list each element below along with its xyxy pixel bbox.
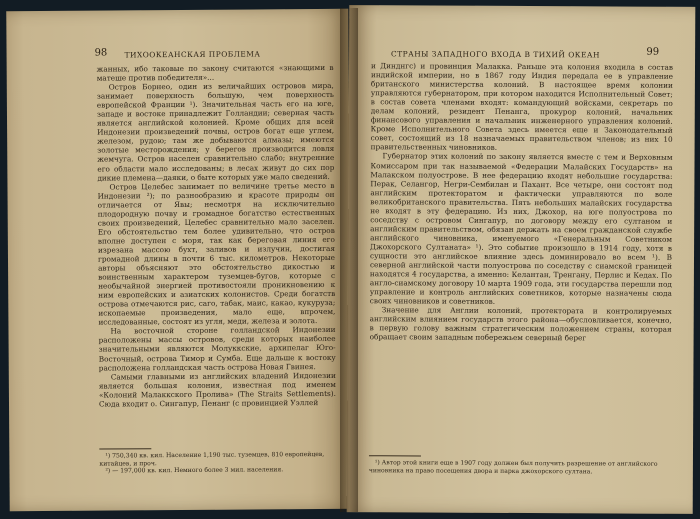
- paragraph: жанных, ибо таковые по закону считаются «знающими в матеше против победителя»...: [96, 62, 334, 83]
- paragraph: На восточной стороне голландской Индонезии расположены массы островов, среди которых наиболее значительными являются Молуккские, архипелаг Юго-Восточный, острова Тимор и Сумба. Еще дальше к востоку расположена голландская часть острова Новая Гвинея.: [98, 325, 336, 373]
- footnote: ²) — 197,000 кв. кил. Немного более 3 мил. населения.: [105, 466, 284, 475]
- page-number-left: 98: [94, 47, 108, 59]
- left-body-text: [97, 63, 336, 408]
- paragraph: Остров Целебес занимает по величине третье место в Индонезии ²); по разнообразию и красоте природы он отличается от Явы; несмотря на исключительно плодородную почву и громадное богатство естественных своих произведений, Целебес сравнительно мало заселен. Его обстоятельство тем более удивительно, что остров вполне доступен с моря, так как береговая линия его изрезана массою бухт, заливов и излучин, достигая громадной длины в почти 6 тыс. километров. Некоторые авторы объясняют это обстоятельство дикостью и воинственным характером туземцев-бугов, которые с необычайной энергией противостояли проникновению к ним европейских и азиатских колонистов. Среди богатств острова отмечаются рис, саго, табак, маис, какао, кукуруза; ископаемые произведения, мало еще, впрочем, исследованные, состоят из угля, меди, железа и золота.: [97, 180, 336, 327]
- paragraph: Значение для Англии колоний, протектората и контролируемых английским влиянием государств этого района—обусловливается, конечно, в первую голову важным стратегическим положением страны, которая обращает своим западным побережьем северный берег: [369, 305, 672, 343]
- left-page: [6, 9, 351, 511]
- right-body-text: [370, 61, 673, 343]
- right-page: [347, 5, 696, 514]
- footnote: ¹) 750,340 кв. кил. Население 1,190 тыс. туземцев, 810 европейцев, китайцев, и проч.: [99, 450, 325, 468]
- paragraph: Самыми главными из английских владений Индонезии является большая колония, известная под именем «Колоний Малаккского Пролива» (The Straits Settlements). Сюда входит о. Сингапур, Пенанг (с провинцией Уэллей: [98, 370, 336, 409]
- running-head-left: [94, 47, 307, 60]
- footnote-rule: [369, 455, 421, 456]
- running-head-right-text: СТРАНЫ ЗАПАДНОГО ВХОДА В ТИХИЙ ОКЕАН: [391, 49, 600, 60]
- paragraph: Остров Борнео, один из величайших островов мира, занимает поверхность большую, чем поверхность европейской Франции ¹). Значительная часть его на юге, западе и востоке принадлежит Голландии; северная часть является английской колонией. Кроме общих для всей Индонезии произведений почвы, остров богат еще углем, железом, рудою; там же добываются алмазы; имеются золотые месторождения; у берегов производится ловля жемчуга. Остров населен сравнительно слабо; внутренние его области мало исследованы; в лесах живут до сих пор дикие племена—даяки, о быте которых уже мало сведений.: [96, 81, 335, 183]
- running-head-left-text: ТИХООКЕАНСКАЯ ПРОБЛЕМА: [124, 49, 261, 60]
- right-footnotes: [369, 459, 671, 476]
- paragraph: Губернатор этих колоний по закону является вместе с тем и Верховным Комиссаром при так называемой «Федерации Малайских Государств» на Малакском полуострове. В нее федерацию входят небольшие государства: Перак, Селангор, Негри-Сембилан и Пахант. Все четыре, они состоят под английским протекторатом и фактически управляются по воле великобританского правительства. Пять небольших малайских государства не входят в эту федерацию. Из них, Джохор, на юге полуострова по соседству с островом Сингапур, по договору между его султаном и английским правительством, обязан держать на своем гражданской службе английского чиновника, именуемого «Генеральным Советником Джохорского Султаната» ¹). Это событие произошло в 1914 году, хотя в сущности это английское влияние здесь доминировало во всем ¹). В северной английской части полуострова по соседству с сиамской границей находятся 4 государства, а именно: Келантан, Тренгану, Перлис и Кедах. По англо-сиамскому договору 10 марта 1909 года, эти государства перешли под управление и контроль английских советников, которые назначены сюда своих чиновников и советников.: [369, 151, 673, 307]
- footnote-rule: [99, 448, 151, 449]
- paragraph: и Динднгс) и провинция Малакка. Раньше эта колония входила в состав индийской империи, но в 1867 году Индия передала ее в управление британского министерства колоний. В настоящее время колонии управляются губернатором, при котором находится Исполнительный Совет; в состав совета членами входят: командующий войсками, секретарь по делам колоний, резидент Пенанга, прокурор колоний, начальник финансового управления и начальник инженерного управления колоний. Кроме Исполнительного Совета здесь имеется еще и Законодательный совет, состоящий из 18 назначаемых правительством членов; из них 10 правительственных чиновников.: [370, 61, 674, 153]
- book-gutter-shadow: [340, 8, 358, 512]
- page-number-right: 99: [646, 46, 660, 58]
- left-footnotes: [99, 451, 336, 475]
- footnote: ¹) Автор этой книги еще в 1907 году должен был получить разрешение от английского чиновника на право посещения двора и парка джохорского султана.: [368, 459, 658, 475]
- running-head-right: [371, 46, 671, 60]
